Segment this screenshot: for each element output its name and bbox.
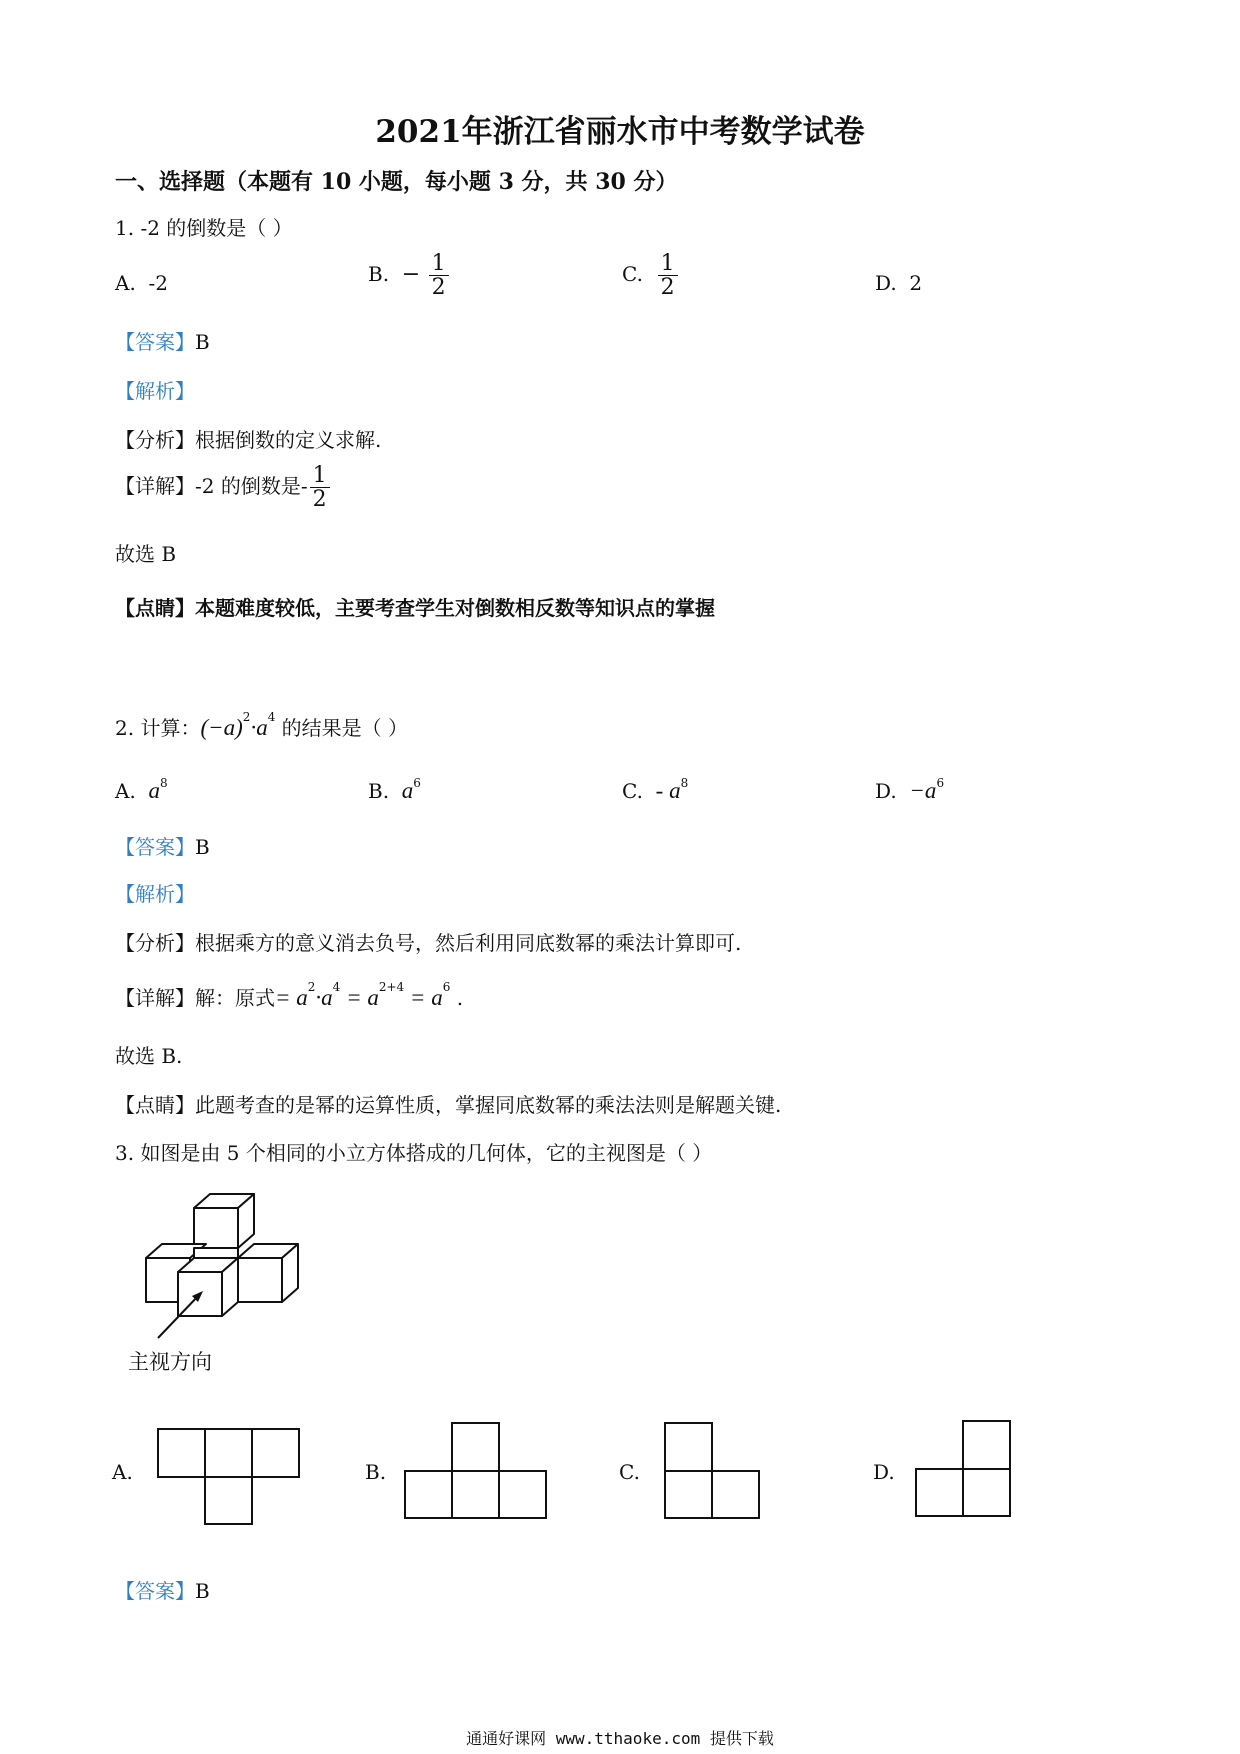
q2-option-a xyxy=(115,778,168,804)
q1-option-b-fraction xyxy=(429,252,449,299)
answer-tag: 【答案】 xyxy=(115,835,195,859)
fraction-denominator: 2 xyxy=(312,487,327,513)
exponent: 4 xyxy=(267,710,276,724)
q1-option-c xyxy=(622,252,680,299)
power-base: - a xyxy=(655,778,681,803)
answer-value: B xyxy=(195,1579,210,1603)
fraction-numerator: 1 xyxy=(310,464,330,488)
math: = a xyxy=(275,985,308,1010)
q3-option-c-label: C. xyxy=(619,1460,640,1484)
fraction-denominator: 2 xyxy=(431,275,446,301)
exponent: 8 xyxy=(160,776,168,790)
exponent: 4 xyxy=(332,980,341,994)
q3-cube-figure xyxy=(140,1190,320,1335)
q2-fenxi: 【分析】根据乘方的意义消去负号，然后利用同底数幂的乘法计算即可. xyxy=(115,931,742,955)
page-title: 2021年浙江省丽水市中考数学试卷 xyxy=(375,114,865,150)
q2-dianjing: 【点睛】此题考查的是幂的运算性质，掌握同底数幂的乘法法则是解题关键. xyxy=(115,1093,782,1117)
answer-value: B xyxy=(195,330,210,354)
q2-stem-prefix: 2. 计算： xyxy=(115,716,201,740)
power-base: −a xyxy=(909,778,937,803)
q2-answer xyxy=(115,831,210,860)
page-footer: 通通好课网 www.tthaoke.com 提供下载 xyxy=(466,1729,774,1748)
q3-stem: 3. 如图是由 5 个相同的小立方体搭成的几何体，它的主视图是（ ） xyxy=(115,1141,713,1165)
q3-option-a-figure xyxy=(157,1428,303,1526)
exponent: 6 xyxy=(413,776,421,790)
q3-option-a-label: A. xyxy=(112,1460,133,1484)
q3-option-b-figure xyxy=(404,1422,550,1520)
q1-analysis-tag: 【解析】 xyxy=(115,379,195,403)
q1-option-c-label: C. xyxy=(622,262,643,287)
math-end: . xyxy=(450,986,464,1010)
exponent: 8 xyxy=(680,776,689,790)
exponent: 2+4 xyxy=(378,980,405,994)
q2-option-d-label: D. xyxy=(875,779,897,803)
fraction-denominator: 2 xyxy=(660,275,675,301)
q1-option-d-value: 2 xyxy=(909,271,923,295)
q1-option-a-label: A. xyxy=(115,271,136,295)
q2-stem-suffix: 的结果是（ ） xyxy=(275,716,409,740)
exponent: 6 xyxy=(936,776,945,790)
power-base: a xyxy=(148,778,161,803)
q2-option-b xyxy=(368,778,421,804)
exponent: 6 xyxy=(442,980,451,994)
q1-option-a-value: -2 xyxy=(148,271,169,295)
q2-stem-expr-b: ·a xyxy=(250,715,268,740)
xiangjie-text: 【详解】-2 的倒数是- xyxy=(115,474,308,499)
exponent: 2 xyxy=(242,710,251,724)
fraction-numerator: 1 xyxy=(658,252,678,276)
math: ·a xyxy=(315,985,333,1010)
q1-dianjing: 【点睛】本题难度较低，主要考查学生对倒数相反数等知识点的掌握 xyxy=(115,596,715,620)
q3-option-d-figure xyxy=(915,1420,1015,1518)
math: = a xyxy=(340,985,379,1010)
answer-tag: 【答案】 xyxy=(115,1579,195,1603)
xiangjie-fraction xyxy=(310,464,330,511)
xiangjie-text: 【详解】解：原式 xyxy=(115,986,275,1010)
q1-fenxi: 【分析】根据倒数的定义求解. xyxy=(115,428,382,452)
q3-option-b-label: B. xyxy=(365,1460,387,1484)
fraction-numerator: 1 xyxy=(429,252,449,276)
q2-option-c-label: C. xyxy=(622,779,643,803)
q1-option-b-label: B. xyxy=(368,262,390,287)
section-heading: 一、选择题（本题有 10 小题，每小题 3 分，共 30 分） xyxy=(115,169,678,195)
q3-answer xyxy=(115,1575,210,1604)
q3-figure-caption: 主视方向 xyxy=(128,1350,212,1374)
q2-stem xyxy=(115,712,408,741)
q1-guxuan: 故选 B xyxy=(115,542,177,566)
q2-xiangjie xyxy=(115,982,463,1011)
q3-option-c-figure xyxy=(664,1422,764,1520)
q1-option-b xyxy=(368,252,451,299)
q1-stem: 1. -2 的倒数是（ ） xyxy=(115,216,293,240)
answer-tag: 【答案】 xyxy=(115,330,195,354)
q1-option-d-label: D. xyxy=(875,271,897,295)
q2-option-a-label: A. xyxy=(115,779,136,803)
q2-stem-expr: (−a) xyxy=(200,715,243,740)
exponent: 2 xyxy=(307,980,316,994)
q2-guxuan: 故选 B. xyxy=(115,1044,183,1068)
q1-answer xyxy=(115,326,210,355)
q2-analysis-tag: 【解析】 xyxy=(115,882,195,906)
q2-option-d xyxy=(875,778,944,804)
power-base: a xyxy=(401,778,414,803)
q1-option-a xyxy=(115,271,168,295)
q2-option-b-label: B. xyxy=(368,779,390,803)
q1-option-c-fraction xyxy=(658,252,678,299)
answer-value: B xyxy=(195,835,210,859)
q1-option-b-sign: − xyxy=(401,262,421,288)
q3-option-d-label: D. xyxy=(873,1460,895,1484)
q1-xiangjie xyxy=(115,464,332,511)
q2-option-c xyxy=(622,778,688,804)
q1-option-d xyxy=(875,271,922,295)
math: = a xyxy=(404,985,443,1010)
